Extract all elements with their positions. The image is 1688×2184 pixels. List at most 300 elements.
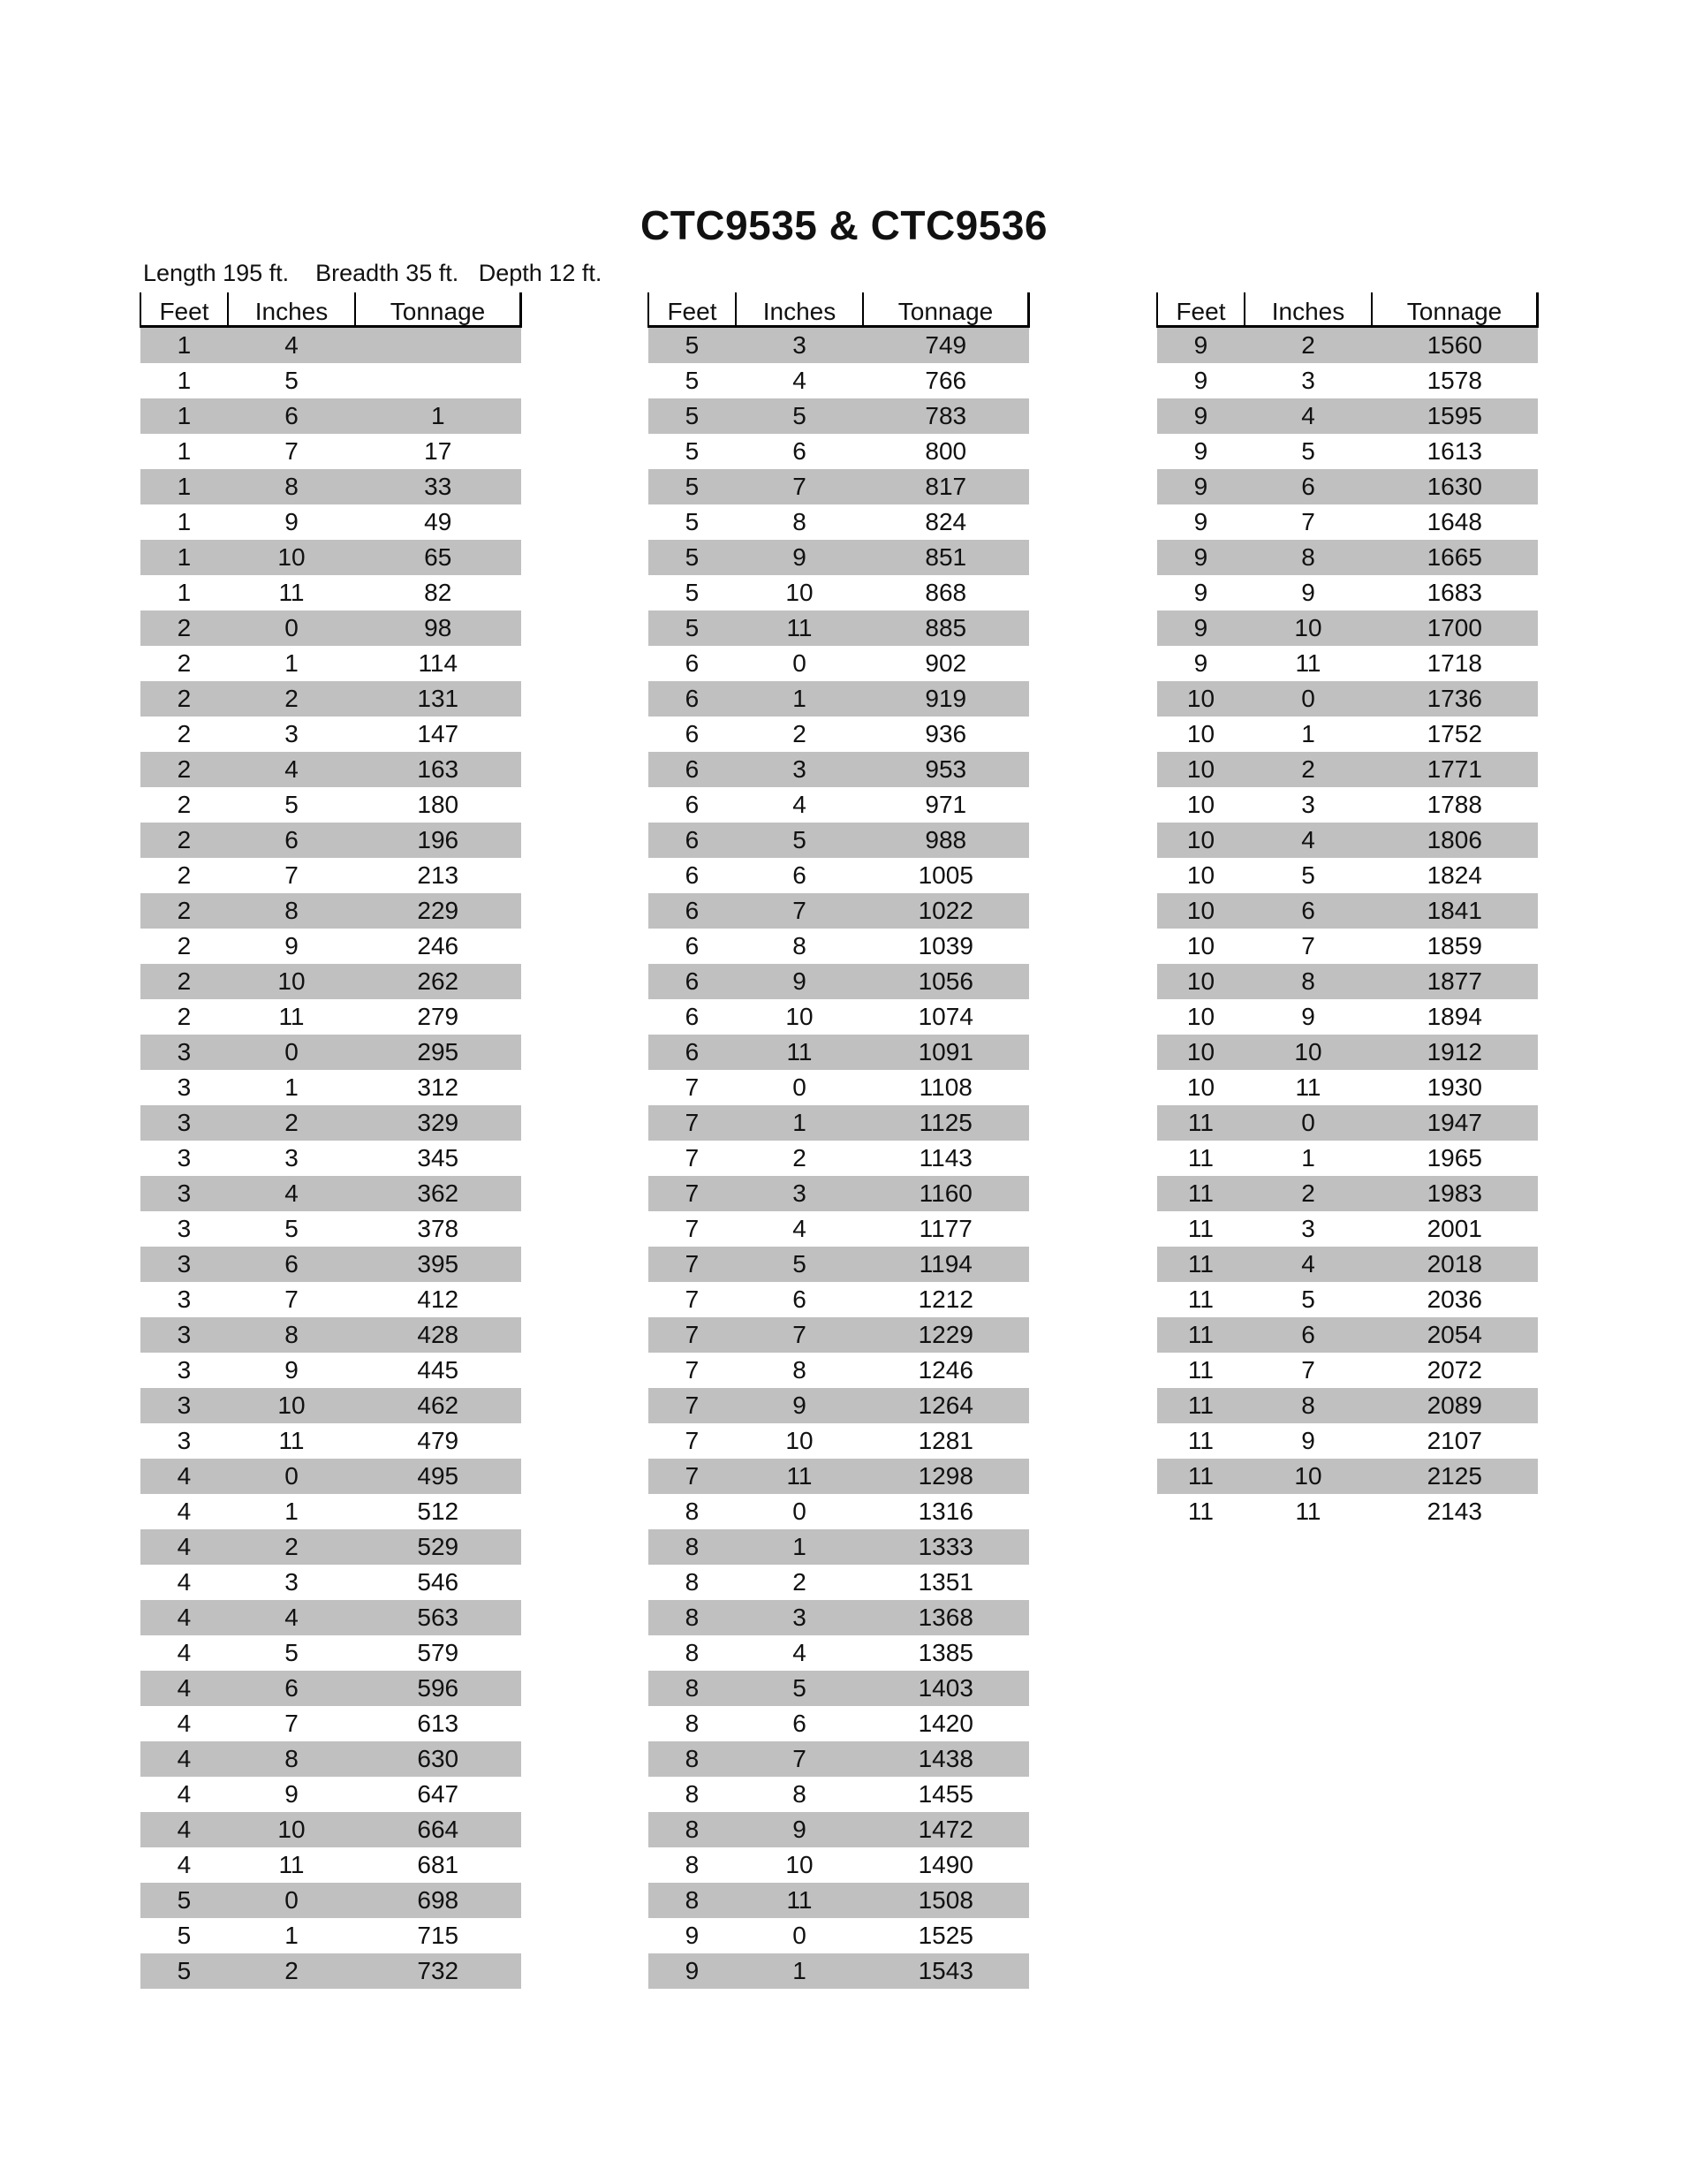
tonnage-cell: 1560 xyxy=(1372,327,1537,364)
table-row xyxy=(648,434,1029,469)
tonnage-cell: 17 xyxy=(424,437,452,465)
table-row xyxy=(140,1459,521,1494)
inches-cell: 6 xyxy=(1245,1317,1372,1353)
tonnage-cell: 1736 xyxy=(1372,681,1537,717)
feet-cell: 7 xyxy=(685,1215,700,1242)
inches-cell: 6 xyxy=(228,398,355,434)
table-row xyxy=(648,1317,1029,1353)
feet-cell: 10 xyxy=(1186,1073,1215,1101)
tonnage-cell: 1333 xyxy=(863,1529,1028,1565)
feet-cell: 3 xyxy=(177,1285,192,1313)
tonnage-cell: 800 xyxy=(925,437,967,465)
inches-cell: 11 xyxy=(1295,1073,1321,1101)
feet-cell: 6 xyxy=(685,861,700,889)
table-row xyxy=(648,1459,1029,1494)
table-row xyxy=(140,1918,521,1953)
feet-cell: 9 xyxy=(1157,398,1245,434)
feet-cell: 11 xyxy=(1187,1285,1214,1313)
table-row xyxy=(648,1388,1029,1423)
tonnage-cell: 1877 xyxy=(1372,964,1537,999)
feet-cell: 3 xyxy=(140,1388,228,1423)
feet-cell: 6 xyxy=(685,649,700,677)
tonnage-cell: 33 xyxy=(355,469,520,504)
tonnage-cell: 1930 xyxy=(1427,1073,1482,1101)
table-row xyxy=(140,999,521,1035)
tonnage-cell: 953 xyxy=(863,752,1028,787)
inches-cell: 8 xyxy=(792,508,806,535)
page-title: CTC9535 & CTC9536 xyxy=(640,202,1048,248)
inches-cell: 7 xyxy=(736,893,863,929)
inches-cell: 10 xyxy=(1245,1035,1372,1070)
header-feet: Feet xyxy=(140,292,228,327)
feet-cell: 9 xyxy=(685,1922,700,1949)
inches-cell: 4 xyxy=(792,367,806,394)
header-inches: Inches xyxy=(1245,292,1372,327)
inches-cell: 1 xyxy=(284,649,299,677)
feet-cell: 8 xyxy=(648,1812,736,1847)
inches-cell: 11 xyxy=(736,1035,863,1070)
feet-cell: 7 xyxy=(648,1247,736,1282)
table-row xyxy=(1157,1105,1538,1141)
table-row xyxy=(1157,1070,1538,1105)
feet-cell: 5 xyxy=(648,540,736,575)
tonnage-cell: 279 xyxy=(417,1003,459,1030)
tonnage-cell: 1472 xyxy=(863,1812,1028,1847)
inches-cell: 7 xyxy=(736,469,863,504)
header-feet: Feet xyxy=(1157,292,1245,327)
tonnage-cell: 180 xyxy=(417,791,459,818)
inches-cell: 11 xyxy=(736,1459,863,1494)
header-tonnage: Tonnage xyxy=(1372,292,1537,327)
tonnage-cell: 1194 xyxy=(863,1247,1028,1282)
inches-cell: 4 xyxy=(792,1215,806,1242)
inches-cell: 6 xyxy=(228,1671,355,1706)
inches-cell: 5 xyxy=(284,1639,299,1666)
table-row xyxy=(648,787,1029,823)
inches-cell: 8 xyxy=(228,1741,355,1777)
feet-cell: 8 xyxy=(648,1741,736,1777)
tonnage-cell: 213 xyxy=(417,861,459,889)
table-row xyxy=(140,787,521,823)
table-row xyxy=(1157,999,1538,1035)
tonnage-cell: 2036 xyxy=(1427,1285,1482,1313)
tonnage-cell: 98 xyxy=(355,610,520,646)
table-row xyxy=(648,1777,1029,1812)
table-row xyxy=(140,1953,521,1989)
inches-cell: 2 xyxy=(792,1568,806,1596)
inches-cell: 10 xyxy=(785,1427,814,1454)
inches-cell: 0 xyxy=(228,1883,355,1918)
tonnage-cell: 2125 xyxy=(1372,1459,1537,1494)
feet-cell: 9 xyxy=(1157,610,1245,646)
feet-cell: 7 xyxy=(685,1427,700,1454)
table-row xyxy=(140,575,521,610)
table-row xyxy=(648,893,1029,929)
inches-cell: 2 xyxy=(1245,752,1372,787)
inches-cell: 3 xyxy=(736,1176,863,1211)
table-row xyxy=(648,964,1029,999)
feet-cell: 5 xyxy=(685,437,700,465)
feet-cell: 7 xyxy=(685,1285,700,1313)
tonnage-cell: 529 xyxy=(355,1529,520,1565)
tonnage-cell: 163 xyxy=(355,752,520,787)
feet-cell: 8 xyxy=(648,1600,736,1635)
feet-cell: 5 xyxy=(140,1883,228,1918)
feet-cell: 2 xyxy=(177,1003,192,1030)
inches-cell: 11 xyxy=(1295,1498,1321,1525)
feet-cell: 8 xyxy=(648,1883,736,1918)
tonnage-cell: 2143 xyxy=(1427,1498,1482,1525)
table-row xyxy=(140,1353,521,1388)
table-row xyxy=(648,540,1029,575)
tonnage-cell: 1298 xyxy=(863,1459,1028,1494)
tonnage-cell: 1074 xyxy=(918,1003,973,1030)
table-row xyxy=(648,1812,1029,1847)
inches-cell: 4 xyxy=(792,1639,806,1666)
feet-cell: 3 xyxy=(177,1356,192,1384)
feet-cell: 3 xyxy=(177,1215,192,1242)
feet-cell: 1 xyxy=(140,469,228,504)
tonnage-cell: 1947 xyxy=(1372,1105,1537,1141)
inches-cell: 0 xyxy=(228,1035,355,1070)
inches-cell: 8 xyxy=(792,1780,806,1808)
inches-cell: 6 xyxy=(792,1710,806,1737)
tonnage-cell: 412 xyxy=(417,1285,459,1313)
inches-cell: 3 xyxy=(284,1568,299,1596)
tonnage-cell: 345 xyxy=(417,1144,459,1172)
tonnage-cell: 1056 xyxy=(863,964,1028,999)
tonnage-cell: 664 xyxy=(355,1812,520,1847)
inches-cell: 1 xyxy=(284,1498,299,1525)
table-row xyxy=(648,1353,1029,1388)
table-row xyxy=(140,1883,521,1918)
feet-cell: 10 xyxy=(1157,893,1245,929)
feet-cell: 3 xyxy=(140,1317,228,1353)
tonnage-cell: 749 xyxy=(863,327,1028,364)
inches-cell: 9 xyxy=(736,1388,863,1423)
table-row xyxy=(1157,1317,1538,1353)
feet-cell: 10 xyxy=(1186,861,1215,889)
tonnage-cell: 868 xyxy=(925,579,967,606)
feet-cell: 2 xyxy=(140,893,228,929)
table-row xyxy=(140,540,521,575)
feet-cell: 10 xyxy=(1186,720,1215,747)
inches-cell: 3 xyxy=(284,720,299,747)
table-row xyxy=(648,327,1029,364)
inches-cell: 1 xyxy=(284,1922,299,1949)
inches-cell: 10 xyxy=(228,540,355,575)
feet-cell: 5 xyxy=(685,367,700,394)
table-row xyxy=(140,823,521,858)
inches-cell: 11 xyxy=(278,1851,305,1878)
feet-cell: 6 xyxy=(648,823,736,858)
feet-cell: 8 xyxy=(685,1639,700,1666)
table-row xyxy=(648,1918,1029,1953)
inches-cell: 8 xyxy=(792,1356,806,1384)
feet-cell: 1 xyxy=(177,508,192,535)
tonnage-cell: 1965 xyxy=(1427,1144,1482,1172)
tonnage-cell: 1108 xyxy=(919,1073,973,1101)
tonnage-cell: 1613 xyxy=(1427,437,1482,465)
feet-cell: 11 xyxy=(1187,1144,1214,1172)
feet-cell: 9 xyxy=(1157,540,1245,575)
feet-cell: 9 xyxy=(1157,327,1245,364)
inches-cell: 9 xyxy=(284,508,299,535)
feet-cell: 4 xyxy=(140,1812,228,1847)
tonnage-cell: 766 xyxy=(925,367,967,394)
tonnage-cell: 445 xyxy=(417,1356,459,1384)
inches-cell: 1 xyxy=(736,1529,863,1565)
feet-cell: 7 xyxy=(685,1356,700,1384)
tonnage-cell: 1368 xyxy=(863,1600,1028,1635)
feet-cell: 10 xyxy=(1186,932,1215,959)
tonnage-cell: 462 xyxy=(355,1388,520,1423)
table-row xyxy=(648,1600,1029,1635)
inches-cell: 8 xyxy=(228,469,355,504)
tonnage-cell: 1665 xyxy=(1372,540,1537,575)
table-row xyxy=(140,1141,521,1176)
inches-cell: 9 xyxy=(1301,1427,1315,1454)
table-row xyxy=(1157,1423,1538,1459)
table-row xyxy=(1157,575,1538,610)
feet-cell: 11 xyxy=(1187,1356,1214,1384)
inches-cell: 7 xyxy=(284,1710,299,1737)
tonnage-cell: 1351 xyxy=(918,1568,973,1596)
inches-cell: 6 xyxy=(228,823,355,858)
tonnage-cell: 1543 xyxy=(863,1953,1028,1989)
table-row xyxy=(1157,1176,1538,1211)
table-row xyxy=(1157,823,1538,858)
feet-cell: 5 xyxy=(177,1922,192,1949)
table-row xyxy=(140,1317,521,1353)
inches-cell: 7 xyxy=(1301,508,1315,535)
feet-cell: 10 xyxy=(1157,1035,1245,1070)
tonnage-cell: 479 xyxy=(417,1427,459,1454)
tonnage-cell: 1525 xyxy=(918,1922,973,1949)
inches-cell: 6 xyxy=(792,861,806,889)
table-row xyxy=(140,1635,521,1671)
header-inches: Inches xyxy=(228,292,355,327)
feet-cell: 9 xyxy=(1193,437,1208,465)
inches-cell: 2 xyxy=(228,681,355,717)
feet-cell: 7 xyxy=(648,1317,736,1353)
inches-cell: 8 xyxy=(228,1317,355,1353)
feet-cell: 3 xyxy=(177,1144,192,1172)
tonnage-cell: 1578 xyxy=(1427,367,1482,394)
tonnage-cell: 1091 xyxy=(863,1035,1028,1070)
inches-cell: 8 xyxy=(1245,964,1372,999)
inches-cell: 6 xyxy=(228,1247,355,1282)
tonnage-cell: 698 xyxy=(355,1883,520,1918)
inches-cell: 10 xyxy=(228,1812,355,1847)
table-row xyxy=(648,1070,1029,1105)
table-row xyxy=(648,610,1029,646)
feet-cell: 2 xyxy=(177,649,192,677)
tonnage-cell: 1 xyxy=(355,398,520,434)
tonnage-cell: 732 xyxy=(355,1953,520,1989)
feet-cell: 8 xyxy=(685,1710,700,1737)
tonnage-cell: 1752 xyxy=(1427,720,1482,747)
feet-cell: 11 xyxy=(1187,1498,1214,1525)
tonnage-cell: 1718 xyxy=(1427,649,1482,677)
tonnage-cell: 2054 xyxy=(1372,1317,1537,1353)
feet-cell: 2 xyxy=(177,791,192,818)
feet-cell: 2 xyxy=(140,752,228,787)
table-row xyxy=(648,1953,1029,1989)
tonnage-table-3 xyxy=(1156,292,1539,1529)
tonnage-cell: 196 xyxy=(355,823,520,858)
table-row xyxy=(1157,1211,1538,1247)
tonnage-cell: 936 xyxy=(925,720,967,747)
feet-cell: 5 xyxy=(140,1953,228,1989)
inches-cell: 4 xyxy=(228,752,355,787)
tonnage-cell: 1508 xyxy=(863,1883,1028,1918)
table-row xyxy=(1157,504,1538,540)
table-row xyxy=(1157,398,1538,434)
table-row xyxy=(648,1176,1029,1211)
table-row xyxy=(140,929,521,964)
table-row xyxy=(1157,929,1538,964)
inches-cell: 8 xyxy=(1245,540,1372,575)
inches-cell: 9 xyxy=(284,932,299,959)
table-row xyxy=(1157,1282,1538,1317)
feet-cell: 8 xyxy=(685,1851,700,1878)
table-row xyxy=(1157,540,1538,575)
table-row xyxy=(140,504,521,540)
inches-cell: 7 xyxy=(284,437,299,465)
tonnage-cell: 428 xyxy=(355,1317,520,1353)
header-inches: Inches xyxy=(736,292,863,327)
inches-cell: 5 xyxy=(1301,1285,1315,1313)
inches-cell: 9 xyxy=(284,1356,299,1384)
feet-cell: 3 xyxy=(140,1105,228,1141)
table-row xyxy=(140,1812,521,1847)
feet-cell: 6 xyxy=(685,932,700,959)
inches-cell: 2 xyxy=(228,1953,355,1989)
inches-cell: 8 xyxy=(228,893,355,929)
table-row xyxy=(140,1211,521,1247)
inches-cell: 5 xyxy=(1301,861,1315,889)
tonnage-cell: 2089 xyxy=(1372,1388,1537,1423)
tonnage-cell: 1788 xyxy=(1427,791,1482,818)
feet-cell: 8 xyxy=(648,1529,736,1565)
table-row xyxy=(1157,646,1538,681)
table-row xyxy=(1157,717,1538,752)
table-row xyxy=(140,1282,521,1317)
table-row xyxy=(1157,1141,1538,1176)
table-row xyxy=(1157,610,1538,646)
tonnage-cell: 1490 xyxy=(918,1851,973,1878)
inches-cell: 2 xyxy=(792,720,806,747)
inches-cell: 5 xyxy=(736,1247,863,1282)
tonnage-cell: 262 xyxy=(355,964,520,999)
tonnage-cell: 563 xyxy=(355,1600,520,1635)
tonnage-cell: 1385 xyxy=(918,1639,973,1666)
tonnage-cell: 246 xyxy=(417,932,459,959)
tonnage-cell: 1039 xyxy=(918,932,973,959)
feet-cell: 7 xyxy=(648,1105,736,1141)
inches-cell: 4 xyxy=(1245,1247,1372,1282)
tonnage-cell: 1894 xyxy=(1427,1003,1482,1030)
table-row xyxy=(648,1529,1029,1565)
feet-cell: 11 xyxy=(1157,1459,1245,1494)
inches-cell: 3 xyxy=(1301,1215,1315,1242)
table-row xyxy=(1157,1035,1538,1070)
table-row xyxy=(140,1847,521,1883)
tonnage-cell: 2018 xyxy=(1372,1247,1537,1282)
tonnage-table-1 xyxy=(140,292,522,1989)
table-row xyxy=(648,999,1029,1035)
feet-cell: 6 xyxy=(685,791,700,818)
table-row xyxy=(140,1529,521,1565)
feet-cell: 6 xyxy=(648,893,736,929)
inches-cell: 0 xyxy=(228,1459,355,1494)
table-row xyxy=(140,1565,521,1600)
tonnage-cell: 681 xyxy=(417,1851,459,1878)
table-row xyxy=(648,398,1029,434)
table-row xyxy=(140,1777,521,1812)
tonnage-cell: 1771 xyxy=(1372,752,1537,787)
inches-cell: 4 xyxy=(228,1176,355,1211)
inches-cell: 0 xyxy=(792,1073,806,1101)
feet-cell: 9 xyxy=(648,1953,736,1989)
tonnage-cell: 1281 xyxy=(918,1427,973,1454)
inches-cell: 10 xyxy=(1245,1459,1372,1494)
inches-cell: 1 xyxy=(1301,1144,1315,1172)
table-row xyxy=(648,1494,1029,1529)
inches-cell: 9 xyxy=(1301,579,1315,606)
tonnage-cell: 851 xyxy=(863,540,1028,575)
table-row xyxy=(1157,1388,1538,1423)
table-row xyxy=(1157,681,1538,717)
tonnage-cell: 1859 xyxy=(1427,932,1482,959)
tonnage-cell: 82 xyxy=(424,579,452,606)
feet-cell: 8 xyxy=(685,1780,700,1808)
feet-cell: 2 xyxy=(177,861,192,889)
inches-cell: 8 xyxy=(792,932,806,959)
table-row xyxy=(648,1635,1029,1671)
table-row xyxy=(140,327,521,364)
table-row xyxy=(648,1883,1029,1918)
tonnage-cell: 295 xyxy=(355,1035,520,1070)
tonnage-cell: 1246 xyxy=(918,1356,973,1384)
table-row xyxy=(1157,787,1538,823)
inches-cell: 11 xyxy=(736,1883,863,1918)
feet-cell: 6 xyxy=(685,720,700,747)
inches-cell: 4 xyxy=(228,1600,355,1635)
tonnage-cell: 512 xyxy=(417,1498,459,1525)
tonnage-cell xyxy=(355,363,520,398)
table-row xyxy=(1157,1494,1538,1529)
table-row xyxy=(140,646,521,681)
feet-cell: 3 xyxy=(177,1427,192,1454)
tonnage-cell: 312 xyxy=(417,1073,459,1101)
tonnage-cell: 131 xyxy=(355,681,520,717)
feet-cell: 11 xyxy=(1187,1427,1214,1454)
tonnage-cell: 495 xyxy=(355,1459,520,1494)
feet-cell: 4 xyxy=(140,1600,228,1635)
table-row xyxy=(648,1105,1029,1141)
inches-cell: 10 xyxy=(785,579,814,606)
inches-cell: 1 xyxy=(736,1105,863,1141)
table-row xyxy=(648,929,1029,964)
table-row xyxy=(140,1176,521,1211)
inches-cell: 6 xyxy=(1245,893,1372,929)
table-row xyxy=(648,823,1029,858)
inches-cell: 10 xyxy=(228,964,355,999)
inches-cell: 5 xyxy=(284,367,299,394)
inches-cell: 0 xyxy=(1245,681,1372,717)
